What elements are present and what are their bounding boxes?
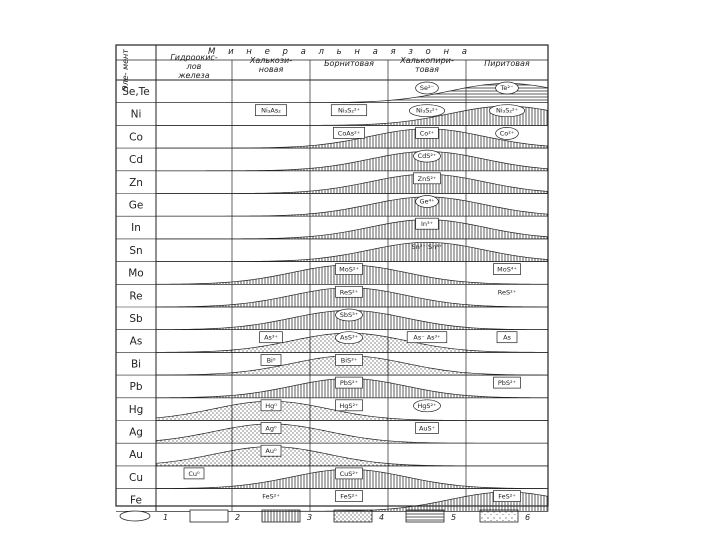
distribution-curve [156,220,548,239]
ion-label: Au⁰ [265,447,277,456]
ion-label: Ni₃S₂²⁺ [415,106,439,115]
element-label: Ge [128,199,144,212]
element-label: Sn [129,244,143,257]
ion-label: Ni₃S₂²⁺ [495,106,519,115]
element-row [116,173,548,194]
distribution-curve [156,242,548,261]
ion-label: Se²⁻ [419,84,435,92]
element-row [116,423,548,444]
ion-label: FeS²⁺ [498,492,516,501]
element-label: Mo [128,267,144,280]
distribution-curve [156,83,548,102]
element-row [116,150,548,171]
ion-label: PbS²⁺ [339,379,359,388]
distribution-curve [156,197,548,216]
element-label: Fe [130,494,142,507]
distribution-curve [156,424,548,443]
ion-label: Ge⁴⁺ [419,197,435,206]
element-row [116,491,548,512]
element-row [116,400,548,421]
element-row [116,445,548,466]
ion-label: MoS⁴⁺ [497,265,517,274]
ion-label: In³⁺ [420,220,434,229]
element-row [116,332,548,353]
element-label: Au [129,449,143,462]
ion-label: ReS²⁺ [339,288,359,297]
legend-item [334,510,384,522]
zone-header-1: лов [186,62,202,71]
legend-number: 5 [451,513,457,522]
legend [120,510,530,522]
element-row [116,468,548,489]
ion-label: BiS³⁺ [340,356,358,365]
element-label: Bi [130,358,142,371]
ion-label: ZnS²⁺ [417,174,437,183]
zone-header-3: Борнитовая [324,59,374,68]
element-label: Re [129,290,143,303]
ion-label: As⁻ As³⁺ [413,333,441,342]
element-row [116,105,548,126]
element-row [116,354,548,375]
ion-label: As³⁺ [264,333,278,342]
legend-item [262,510,312,522]
element-label: Sb [129,313,143,325]
element-label: Cu [129,471,143,484]
element-row [116,264,548,285]
legend-number: 6 [525,513,531,522]
zone-headers [170,53,530,80]
legend-item [120,511,168,522]
distribution-curve [156,174,548,193]
ion-label: Te²⁻ [500,84,514,92]
ion-label: PbS²⁺ [497,379,517,388]
ion-label: Sn²⁺ Sn⁴⁺ [411,242,443,251]
ion-label: FeS²⁺ [262,492,280,501]
element-label: Hg [128,403,144,416]
ion-label: AsS³⁺ [340,333,358,342]
ion-label: HgS²⁺ [339,401,359,410]
legend-item [480,510,530,522]
ion-label: Bi⁰ [266,356,276,365]
ion-label: MoS²⁺ [339,265,359,274]
element-row [116,196,548,217]
ion-label: HgS²⁺ [417,401,437,410]
ion-label: SbS³⁺ [339,311,359,319]
element-label: Ni [130,108,142,121]
ion-label: ReS²⁺ [497,288,517,297]
ion-label: As [503,333,511,342]
element-row [116,309,548,330]
legend-item [406,510,456,522]
element-row [116,127,548,148]
ion-label: Hg⁰ [265,401,277,410]
ion-label: Ni₃S₂²⁺ [337,106,361,115]
element-row [116,377,548,398]
element-row [116,242,548,261]
legend-number: 2 [235,513,241,522]
element-label: As [129,335,143,348]
zone-header-4: товая [415,65,439,74]
legend-number: 1 [163,513,169,522]
legend-item [190,510,240,522]
element-row [116,82,548,103]
distribution-curve [156,152,548,171]
ion-label: CuS²⁺ [339,469,359,478]
legend-number: 3 [307,513,313,522]
element-label: In [131,222,141,235]
element-label: Ag [129,426,143,439]
header-title: М и н е р а л ь н а я з о н а [208,47,472,57]
distribution-curve [156,447,548,466]
element-row [116,218,548,239]
zone-header-1: железа [178,71,210,80]
ion-label: Ni₃As₂ [261,106,281,115]
ion-label: Co²⁺ [499,129,515,138]
zone-header-1: Гидроокис- [170,53,218,62]
zone-header-2: Халькози- [249,56,293,65]
element-rows [116,82,548,511]
ion-label: Cu⁰ [188,469,200,478]
element-label: Se,Te [122,86,150,98]
ion-label: FeS²⁺ [340,492,358,501]
element-label: Pb [129,381,143,394]
ion-label: CdS²⁺ [417,152,437,161]
ion-label: Co²⁺ [419,129,435,138]
element-label: Zn [129,176,143,189]
ion-label: CoAs²⁺ [337,129,361,138]
zone-header-2: новая [258,65,284,74]
ion-label: AuS⁺ [418,424,436,433]
element-row [116,286,548,307]
legend-number: 4 [379,513,385,522]
zone-header-4: Халькопири- [400,56,454,65]
element-label: Co [129,131,143,144]
ion-label: Ag⁰ [265,424,277,433]
element-label: Cd [129,154,143,167]
zone-header-5: Пиритовая [484,59,530,68]
element-column-label: Эле- мент [121,49,130,91]
